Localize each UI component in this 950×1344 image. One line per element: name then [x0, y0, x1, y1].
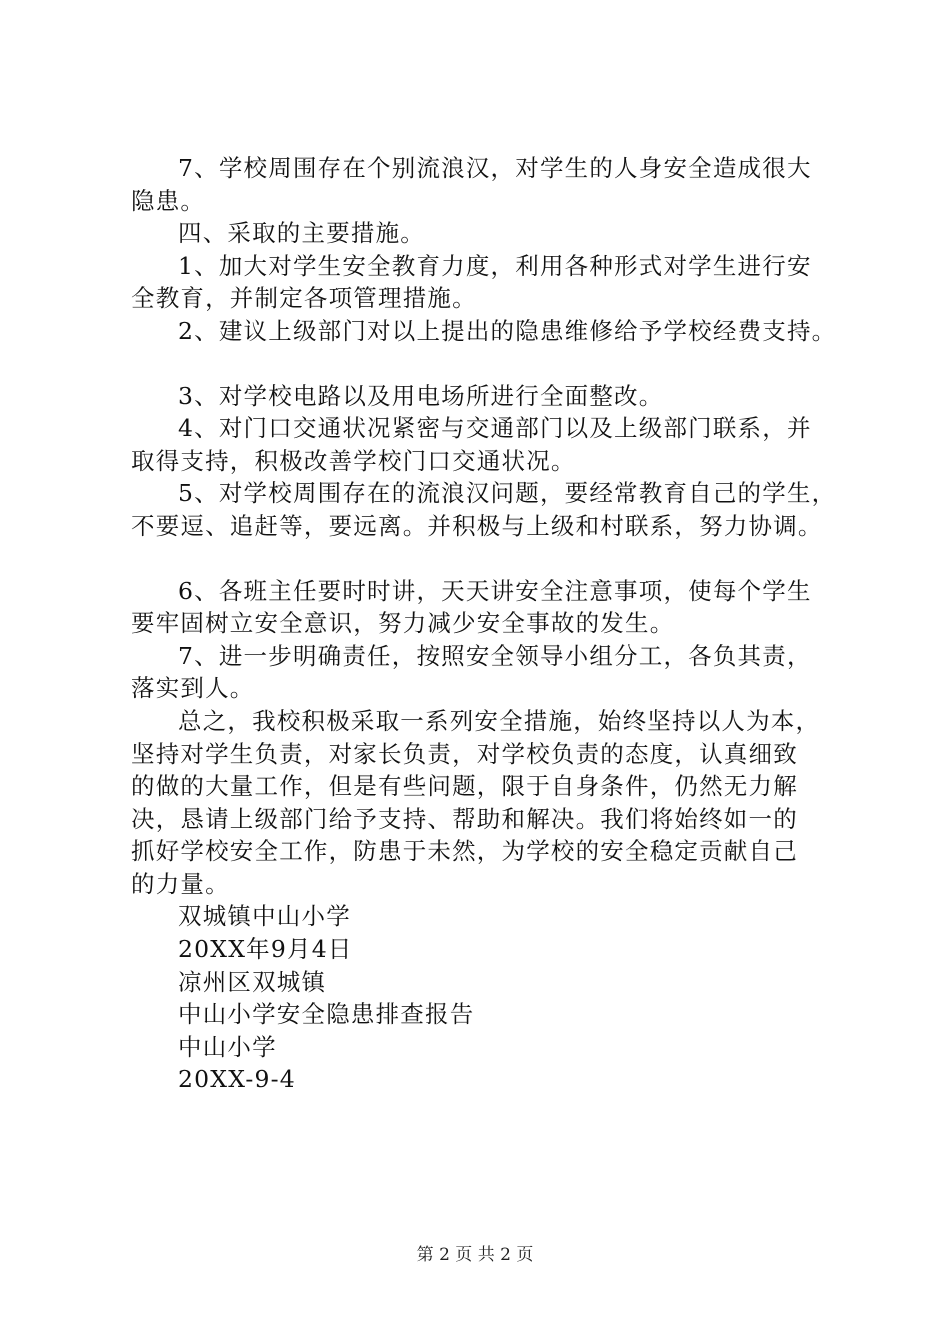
section-heading: 四、采取的主要措施。 — [178, 219, 425, 248]
paragraph-line: 3、对学校电路以及用电场所进行全面整改。 — [178, 381, 664, 410]
document-body — [131, 152, 837, 1096]
signature-school: 双城镇中山小学 — [178, 902, 351, 931]
signature-district: 凉州区双城镇 — [178, 967, 327, 996]
signature-date-short: 20XX-9-4 — [178, 1065, 296, 1094]
paragraph-line: 落实到人。 — [131, 674, 255, 703]
signature-report-title: 中山小学安全隐患排查报告 — [178, 1000, 475, 1029]
paragraph-line: 7、进一步明确责任，按照安全领导小组分工，各负其责， — [178, 641, 812, 670]
signature-school-short: 中山小学 — [178, 1032, 277, 1061]
paragraph-line: 7、学校周围存在个别流浪汉，对学生的人身安全造成很大 — [178, 154, 812, 182]
paragraph-line: 的做的大量工作，但是有些问题，限于自身条件，仍然无力解 — [131, 772, 798, 801]
paragraph-line: 1、加大对学生安全教育力度，利用各种形式对学生进行安 — [178, 251, 812, 280]
page-footer: 第 2 页 共 2 页 — [416, 1245, 534, 1265]
paragraph-line: 取得支持，积极改善学校门口交通状况。 — [131, 446, 576, 475]
paragraph-line: 决，恳请上级部门给予支持、帮助和解决。我们将始终如一的 — [131, 804, 798, 833]
paragraph-line: 的力量。 — [131, 869, 230, 898]
paragraph-line: 要牢固树立安全意识，努力减少安全事故的发生。 — [131, 609, 675, 638]
paragraph-line: 坚持对学生负责，对家长负责，对学校负责的态度，认真细致 — [131, 739, 798, 768]
paragraph-line: 2、建议上级部门对以上提出的隐患维修给予学校经费支持。 — [178, 316, 837, 345]
paragraph-gap — [131, 348, 831, 380]
signature-date: 20XX年9月4日 — [178, 935, 353, 964]
paragraph-line: 隐患。 — [131, 186, 206, 215]
paragraph-gap — [131, 543, 831, 575]
paragraph-line: 5、对学校周围存在的流浪汉问题，要经常教育自己的学生， — [178, 479, 837, 508]
paragraph-line: 不要逗、追赶等，要远离。并积极与上级和村联系，努力协调。 — [131, 511, 823, 540]
paragraph-line: 抓好学校安全工作，防患于未然，为学校的安全稳定贡献自己 — [131, 837, 798, 866]
paragraph-line: 4、对门口交通状况紧密与交通部门以及上级部门联系，并 — [178, 414, 812, 443]
paragraph-line: 总之，我校积极采取一系列安全措施，始终坚持以人为本， — [178, 706, 821, 735]
paragraph-line: 全教育，并制定各项管理措施。 — [131, 284, 477, 313]
paragraph-line: 6、各班主任要时时讲，天天讲安全注意事项，使每个学生 — [178, 576, 812, 605]
